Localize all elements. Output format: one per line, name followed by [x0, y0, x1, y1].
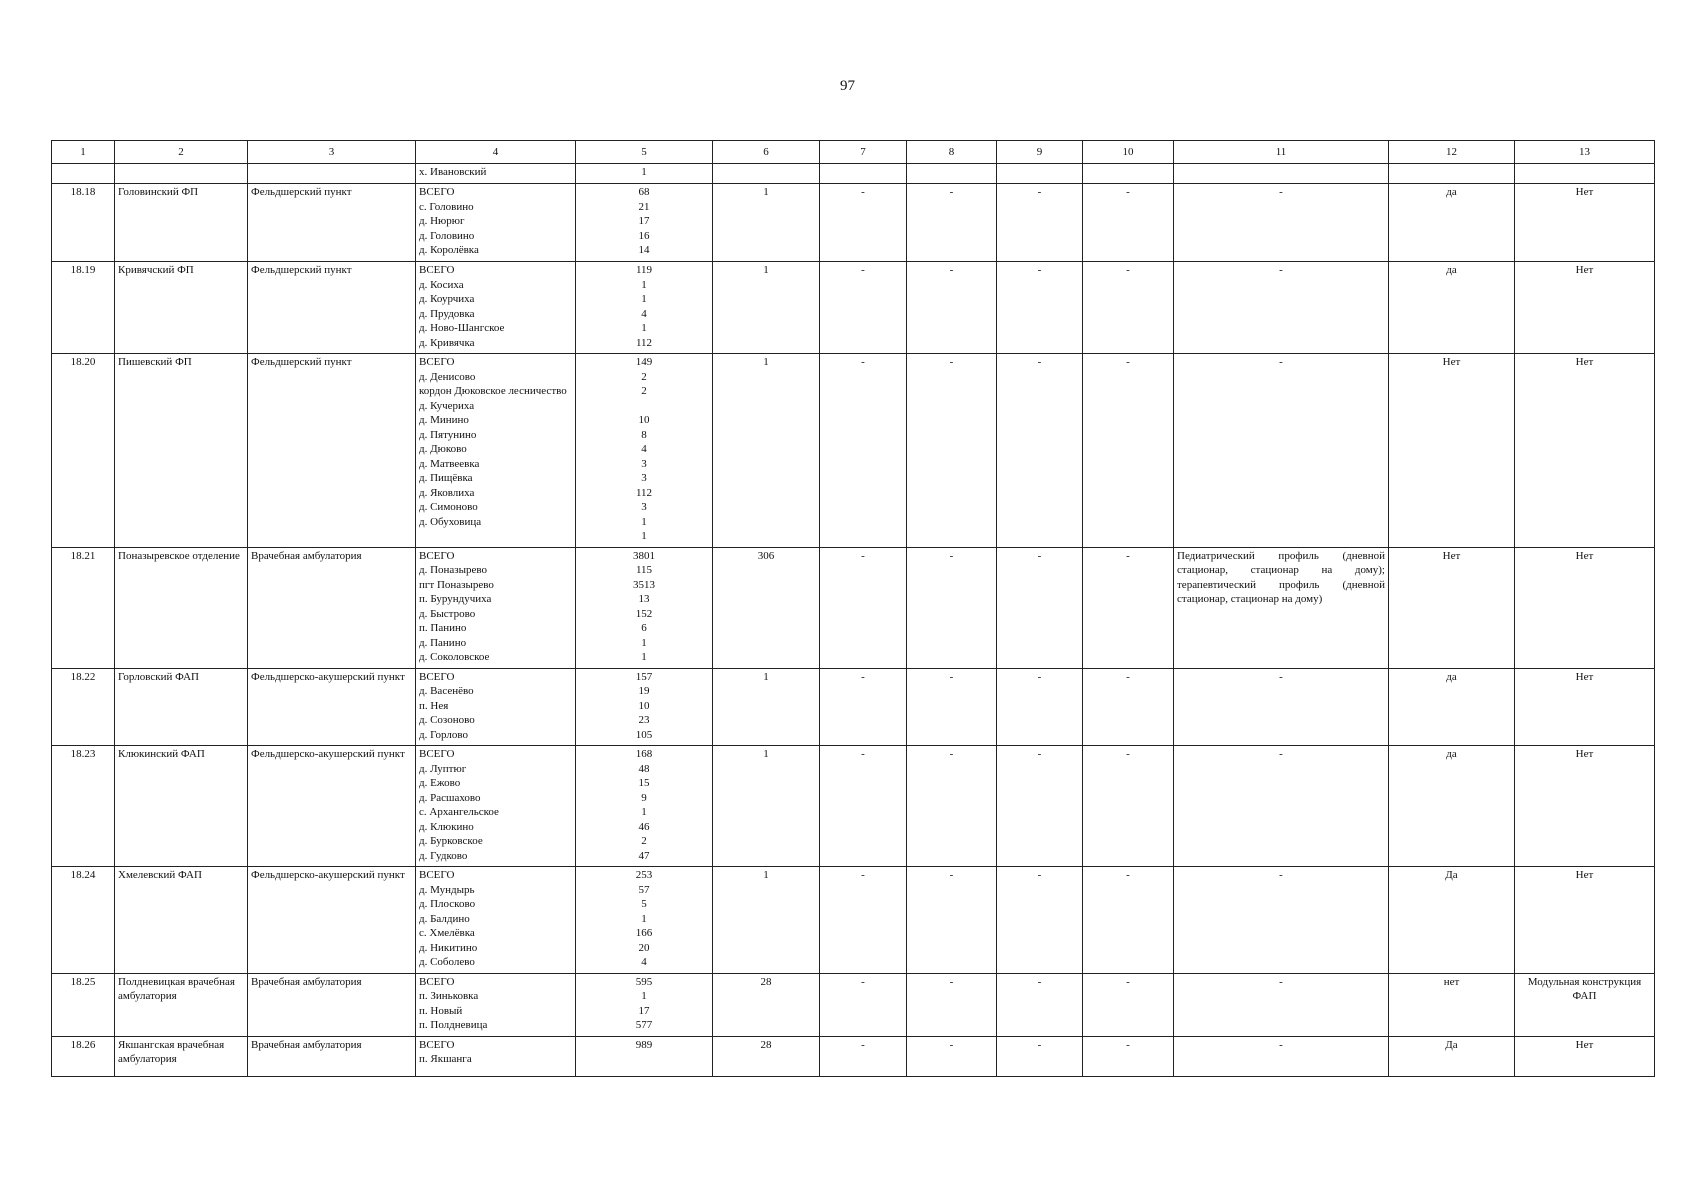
col-9-value: -: [997, 184, 1083, 262]
col-13-value: Нет: [1515, 354, 1655, 548]
settlement-name: д. Коурчиха: [419, 293, 475, 305]
settlement-name: д. Прудовка: [419, 307, 475, 320]
col-6-value: 28: [713, 1036, 820, 1076]
settlement-name: д. Соколовское: [419, 651, 490, 663]
col-13-value: Нет: [1515, 184, 1655, 262]
settlement-name: кордон Дюковское лесничество: [419, 385, 567, 397]
column-header: 8: [907, 141, 997, 164]
col-13-value: Нет: [1515, 746, 1655, 867]
settlement-name: ВСЕГО: [419, 670, 455, 683]
facility-name: Пишевский ФП: [115, 354, 248, 548]
settlement-count: 1: [641, 651, 647, 663]
settlement-name: д. Никитино: [419, 941, 478, 954]
facility-name: Полдневицкая врачебная амбулатория: [115, 973, 248, 1036]
settlement-count: 1: [641, 530, 647, 542]
column-header: 4: [416, 141, 576, 164]
column-header: 6: [713, 141, 820, 164]
settlement-list: [416, 1036, 576, 1076]
count-list: [576, 973, 713, 1036]
col-11-value: -: [1174, 973, 1389, 1036]
settlement-name: д. Обуховица: [419, 515, 482, 528]
settlement-name: д. Нюрюг: [419, 215, 465, 227]
column-header: 3: [248, 141, 416, 164]
facility-name: Горловский ФАП: [115, 668, 248, 746]
settlement-list: [416, 184, 576, 262]
col-8-value: -: [907, 354, 997, 548]
col-6-value: 28: [713, 973, 820, 1036]
column-header: 2: [115, 141, 248, 164]
settlement-count: 21: [638, 200, 650, 213]
col-10-value: -: [1083, 184, 1174, 262]
settlement-count: 1: [641, 293, 647, 305]
table-row: [52, 547, 1655, 668]
table-row: [52, 354, 1655, 548]
settlement-count: 4: [641, 956, 647, 968]
settlement-count: 8: [641, 428, 647, 441]
count-list: [576, 746, 713, 867]
col-10-value: -: [1083, 867, 1174, 974]
settlement-name: пгт Поназырево: [419, 578, 494, 591]
row-number: 18.20: [52, 354, 115, 548]
settlement-count: 17: [638, 1004, 650, 1017]
col-13-value: Нет: [1515, 262, 1655, 354]
settlement-count: 115: [635, 564, 653, 576]
table-row: [52, 746, 1655, 867]
facility-type: Фельдшерский пункт: [248, 354, 416, 548]
count-list: [576, 1036, 713, 1076]
settlement-name: п. Полдневица: [419, 1019, 488, 1031]
settlement-name: ВСЕГО: [419, 356, 455, 368]
col-8-value: -: [907, 547, 997, 668]
col-11-value: -: [1174, 1036, 1389, 1076]
settlement-name: д. Васенёво: [419, 685, 474, 697]
column-header: 11: [1174, 141, 1389, 164]
settlement-name: с. Архангельское: [419, 806, 499, 818]
settlement-count: 15: [638, 777, 650, 789]
count-cell: [576, 164, 713, 184]
settlement-name: ВСЕГО: [419, 748, 455, 760]
col-9-value: -: [997, 746, 1083, 867]
column-header: 13: [1515, 141, 1655, 164]
count-list: [576, 262, 713, 354]
col-12-value: да: [1389, 746, 1515, 867]
col-9-value: -: [997, 1036, 1083, 1076]
continuation-row: [52, 164, 1655, 184]
settlement-name: ВСЕГО: [419, 869, 455, 881]
column-header: 1: [52, 141, 115, 164]
facility-name: Якшангская врачебная амбулатория: [115, 1036, 248, 1076]
col-11-value: -: [1174, 184, 1389, 262]
col-8-value: -: [907, 668, 997, 746]
settlement-name: д. Пищёвка: [419, 472, 473, 484]
settlement-count: 3801: [633, 549, 655, 562]
settlement-name: д. Кривячка: [419, 336, 475, 349]
settlement-name: д. Симоново: [419, 501, 478, 513]
settlement-name: с. Хмелёвка: [419, 927, 475, 939]
col-10-value: -: [1083, 1036, 1174, 1076]
col-7-value: -: [820, 262, 907, 354]
settlement-name: д. Яковлиха: [419, 486, 475, 499]
settlement-count: 152: [635, 607, 653, 620]
col-12-value: да: [1389, 184, 1515, 262]
settlement-name: ВСЕГО: [419, 1038, 455, 1051]
settlement-name: д. Мундырь: [419, 883, 475, 896]
settlement-count: 105: [635, 728, 653, 741]
settlement-list: [416, 746, 576, 867]
col-7-value: -: [820, 668, 907, 746]
col-13-value: Нет: [1515, 668, 1655, 746]
table-row: [52, 668, 1655, 746]
settlement-count: 1: [641, 636, 647, 649]
col-8-value: -: [907, 867, 997, 974]
settlement-count: 989: [635, 1038, 653, 1051]
settlement-list: [416, 668, 576, 746]
settlement-name: х. Ивановский: [419, 166, 487, 178]
col-6-value: 1: [713, 746, 820, 867]
col-12-value: Нет: [1389, 547, 1515, 668]
settlement-count: 48: [638, 762, 650, 775]
settlement-name: д. Расшахово: [419, 791, 481, 804]
facility-type: Врачебная амбулатория: [248, 547, 416, 668]
col-7-value: -: [820, 867, 907, 974]
data-table: [51, 140, 1655, 1077]
settlement-count: 6: [641, 622, 647, 634]
settlement-count: 9: [641, 791, 647, 804]
settlement-name: д. Королёвка: [419, 244, 479, 256]
col-7-value: -: [820, 973, 907, 1036]
settlement-name: ВСЕГО: [419, 975, 455, 988]
column-header: 9: [997, 141, 1083, 164]
col-9-value: -: [997, 867, 1083, 974]
settlement-count: 10: [638, 414, 650, 426]
settlement-name: д. Ежово: [419, 777, 461, 789]
settlement-name: д. Балдино: [419, 912, 470, 925]
page-number: 97: [840, 78, 855, 94]
col-11-value: -: [1174, 262, 1389, 354]
count-list: [576, 547, 713, 668]
settlement-name: д. Панино: [419, 636, 467, 649]
column-header: 5: [576, 141, 713, 164]
col-8-value: -: [907, 262, 997, 354]
settlement-list: [416, 867, 576, 974]
settlement-count: 14: [638, 244, 650, 256]
col-12-value: Да: [1389, 867, 1515, 974]
col-11-value: -: [1174, 867, 1389, 974]
settlement-count: 112: [635, 486, 653, 499]
settlement-count: 1: [641, 912, 647, 925]
column-header: 12: [1389, 141, 1515, 164]
count-list: [576, 668, 713, 746]
col-7-value: -: [820, 184, 907, 262]
col-9-value: -: [997, 354, 1083, 548]
facility-type: Фельдшерско-акушерский пункт: [248, 867, 416, 974]
col-7-value: -: [820, 547, 907, 668]
settlement-count: 20: [638, 941, 650, 954]
row-number: 18.23: [52, 746, 115, 867]
facility-name: Хмелевский ФАП: [115, 867, 248, 974]
settlement-name: д. Ново-Шангское: [419, 322, 505, 334]
count-list: [576, 184, 713, 262]
settlement-name: п. Якшанга: [419, 1053, 472, 1065]
col-9-value: -: [997, 668, 1083, 746]
settlement-count: 119: [635, 264, 653, 276]
col-6-value: 1: [713, 184, 820, 262]
settlement-name: ВСЕГО: [419, 186, 455, 198]
col-12-value: Да: [1389, 1036, 1515, 1076]
settlement-count: 10: [638, 699, 650, 712]
settlement-count: 157: [635, 670, 653, 683]
settlement-name: д. Плосково: [419, 898, 476, 910]
facility-type: Врачебная амбулатория: [248, 1036, 416, 1076]
settlement-count: 253: [635, 869, 653, 881]
col-13-value: Нет: [1515, 867, 1655, 974]
row-number: 18.18: [52, 184, 115, 262]
col-13-value: Нет: [1515, 547, 1655, 668]
settlement-name: д. Быстрово: [419, 607, 476, 620]
settlement-name: д. Косиха: [419, 278, 464, 291]
settlement-count: 3513: [633, 578, 655, 591]
settlement-count: 68: [638, 186, 650, 198]
settlement-count: 4: [641, 443, 647, 455]
facility-name: Головинский ФП: [115, 184, 248, 262]
col-8-value: -: [907, 1036, 997, 1076]
col-10-value: -: [1083, 547, 1174, 668]
settlement-count: 1: [641, 515, 647, 528]
row-number: 18.22: [52, 668, 115, 746]
settlement-name: д. Матвеевка: [419, 457, 480, 470]
settlement-count: 13: [638, 593, 650, 605]
table-row: [52, 262, 1655, 354]
col-11-value: -: [1174, 746, 1389, 867]
col-10-value: -: [1083, 354, 1174, 548]
settlement-count: 149: [635, 356, 653, 368]
col-10-value: -: [1083, 668, 1174, 746]
table-row: [52, 1036, 1655, 1076]
facility-type: Фельдшерский пункт: [248, 262, 416, 354]
col-12-value: да: [1389, 668, 1515, 746]
settlement-name: д. Горлово: [419, 728, 468, 741]
settlement-name: д. Поназырево: [419, 564, 488, 576]
settlement-name: п. Новый: [419, 1004, 463, 1017]
col-11-value: -: [1174, 354, 1389, 548]
facility-name: Клюкинский ФАП: [115, 746, 248, 867]
settlement-list: [416, 354, 576, 548]
settlement-count: 46: [638, 820, 650, 833]
settlement-name: д. Минино: [419, 414, 469, 426]
table-row: [52, 867, 1655, 974]
settlement-list: [416, 547, 576, 668]
settlement-name: п. Зиньковка: [419, 990, 479, 1002]
col-8-value: -: [907, 184, 997, 262]
col-8-value: -: [907, 973, 997, 1036]
settlement-count: 23: [638, 714, 650, 726]
settlement-count: 1: [641, 166, 647, 178]
row-number: 18.19: [52, 262, 115, 354]
row-number: 18.26: [52, 1036, 115, 1076]
row-number: 18.25: [52, 973, 115, 1036]
col-7-value: -: [820, 746, 907, 867]
settlement-name: д. Луптюг: [419, 762, 467, 775]
settlement-name: п. Бурундучиха: [419, 593, 492, 605]
settlement-count: 2: [641, 385, 647, 397]
col-12-value: да: [1389, 262, 1515, 354]
col-10-value: -: [1083, 746, 1174, 867]
col-9-value: -: [997, 547, 1083, 668]
col-9-value: -: [997, 973, 1083, 1036]
settlement-count: 4: [641, 307, 647, 320]
settlement-name: д. Гудково: [419, 849, 468, 862]
settlement-count: 47: [638, 849, 650, 862]
col-7-value: -: [820, 354, 907, 548]
settlement-count: 16: [638, 229, 650, 242]
settlement-count: 1: [641, 806, 647, 818]
col-9-value: -: [997, 262, 1083, 354]
settlement-count: 1: [641, 990, 647, 1002]
settlement-count: 166: [635, 927, 653, 939]
settlement-count: 19: [638, 685, 650, 697]
settlement-name: ВСЕГО: [419, 264, 455, 276]
col-10-value: -: [1083, 262, 1174, 354]
settlement-name: д. Бурковское: [419, 835, 483, 847]
table-row: [52, 184, 1655, 262]
settlement-count: 2: [641, 835, 647, 847]
col-6-value: 1: [713, 354, 820, 548]
row-number: 18.24: [52, 867, 115, 974]
settlement-list: [416, 262, 576, 354]
facility-type: Фельдшерский пункт: [248, 184, 416, 262]
col-11-value: Педиатрический профиль (дневной стационар, стационар на дому); терапевтический профиль (дневной стационар, стационар на дому): [1174, 547, 1389, 668]
settlement-count: 57: [638, 883, 650, 896]
settlement-name: п. Нея: [419, 699, 449, 712]
col-12-value: нет: [1389, 973, 1515, 1036]
col-6-value: 306: [713, 547, 820, 668]
count-list: [576, 867, 713, 974]
settlement-name: д. Пятунино: [419, 428, 477, 441]
settlement-count: [579, 399, 709, 414]
col-8-value: -: [907, 746, 997, 867]
facility-name: Поназыревское отделение: [115, 547, 248, 668]
settlement-count: 595: [635, 975, 653, 988]
settlement-count: 2: [641, 370, 647, 383]
row-number: 18.21: [52, 547, 115, 668]
settlement-name: д. Дюково: [419, 443, 467, 455]
settlement-count: 17: [638, 215, 650, 227]
col-6-value: 1: [713, 262, 820, 354]
col-7-value: -: [820, 1036, 907, 1076]
settlement-name: д. Клюкино: [419, 820, 474, 833]
facility-type: Фельдшерско-акушерский пункт: [248, 668, 416, 746]
col-13-value: Нет: [1515, 1036, 1655, 1076]
settlement-count: 1: [641, 278, 647, 291]
count-list: [576, 354, 713, 548]
settlement-count: 168: [635, 748, 653, 760]
settlement-count: 3: [641, 501, 647, 513]
col-11-value: -: [1174, 668, 1389, 746]
col-6-value: 1: [713, 668, 820, 746]
settlement-name: д. Кучериха: [419, 399, 475, 412]
settlement-list: [416, 973, 576, 1036]
settlement-count: 1: [641, 322, 647, 334]
table-row: [52, 973, 1655, 1036]
facility-type: Фельдшерско-акушерский пункт: [248, 746, 416, 867]
col-10-value: -: [1083, 973, 1174, 1036]
facility-type: Врачебная амбулатория: [248, 973, 416, 1036]
settlement-name: ВСЕГО: [419, 549, 455, 562]
settlement-name: д. Созоново: [419, 714, 475, 726]
settlement-count: 577: [635, 1019, 653, 1031]
settlement-count: 5: [641, 898, 647, 910]
settlement-count: 112: [635, 336, 653, 349]
col-12-value: Нет: [1389, 354, 1515, 548]
settlement-name: с. Головино: [419, 200, 474, 213]
table-header-row: [52, 141, 1655, 164]
settlement-name: п. Панино: [419, 622, 467, 634]
col-6-value: 1: [713, 867, 820, 974]
facility-name: Кривячский ФП: [115, 262, 248, 354]
settlement-count: 3: [641, 472, 647, 484]
settlement-name: д. Денисово: [419, 370, 476, 383]
settlement-count: 3: [641, 457, 647, 470]
settlement-name: д. Головино: [419, 229, 475, 242]
column-header: 7: [820, 141, 907, 164]
column-header: 10: [1083, 141, 1174, 164]
settlement-cell: [416, 164, 576, 184]
col-13-value: Модульная конструкция ФАП: [1515, 973, 1655, 1036]
settlement-name: д. Соболево: [419, 956, 475, 968]
